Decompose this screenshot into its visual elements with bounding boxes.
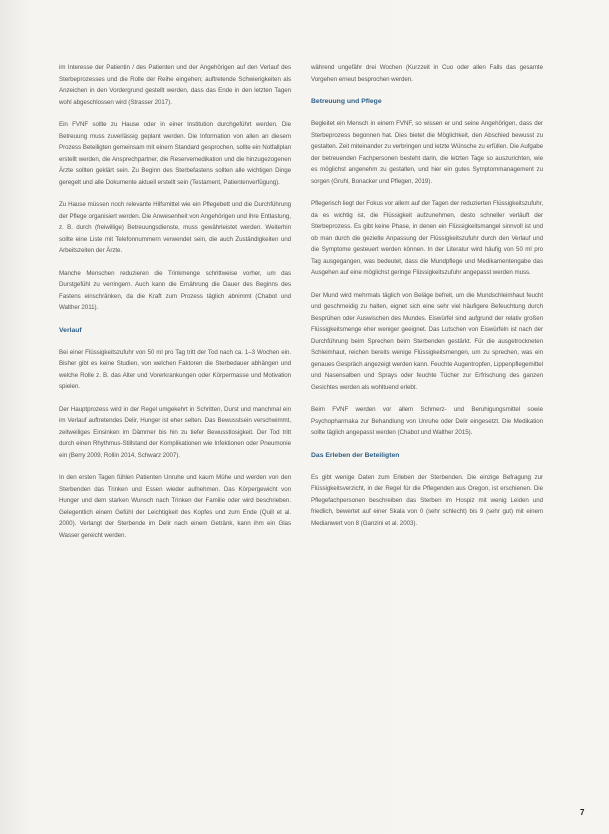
left-paragraph: Der Hauptprozess wird in der Regel umgekehrt in Schritten, Durst und manchmal ein im Verlauf auftretendes Delir, Hunger ist eher selten. Das Bewusstsein verschwimmt, zeitweiliges Einsinken im Dämmer bis hin zu tiefer Bewusstlosigkeit. Der Tod tritt durch einen Rhythmus-Stillstand der Komplikationen wie Infektionen oder Pneumonie ein (Berry 2009, Rollin 2014, Schwarz 2007).: [59, 405, 291, 459]
left-paragraph: Bei einer Flüssigkeitszufuhr von 50 ml pro Tag tritt der Tod nach ca. 1–3 Wochen ein. Bisher gibt es keine Studien, von welchen Faktoren die Sterbedauer abhängen und welche Rolle z. B. das Alter und Vorerkrankungen oder Körpermasse und Motivation spielen.: [59, 348, 291, 390]
right-paragraph: Begleitet ein Mensch in einem FVNF, so wissen er und seine Angehörigen, dass der Sterbeprozess begonnen hat. Dies bietet die Möglichkeit, den Abschied bewusst zu gestalten. Zeit miteinander zu verbringen und letzte Wünsche zu erfüllen. Die Aufgabe der betreuenden Fachpersonen besteht darin, die letzten Tage so auszurichten, wie es möglichst angenehm zu gestalten, und hier ein gutes Symptommanagement zu sorgen (Gruhl, Bonacker und Pflegen, 2019).: [311, 120, 543, 185]
left-column: [59, 62, 291, 552]
left-paragraph: Ein FVNF sollte zu Hause oder in einer Institution durchgeführt werden. Die Betreuung muss zuverlässig geplant werden. Die Information von allen an diesem Prozess Beteiligten gemeinsam mit einem Standard gesprochen, sollte ein Notfallplan erstellt werden, die Ansprechpartner, die Reservemedikation und die hinzugezogenen Ärzte sollten geklärt sein. Zu Beginn des Sterbefastens sollten alle wichtigen Dinge geregelt und alle Dokumente aktuell erstellt sein (Testament, Patientenverfügung).: [59, 121, 291, 186]
right-column: [311, 62, 543, 540]
right-paragraph: während ungefähr drei Wochen (Kurzzeit in Cuo oder allen Falls das gesamte Vorgehen erneut besprochen werden.: [311, 64, 543, 83]
left-paragraph: Zu Hause müssen noch relevante Hilfsmittel wie ein Pflegebett und die Durchführung der Pflege organisiert werden. Die Anwesenheit von Angehörigen und ihre Entlastung, z. B. durch (freiwillige) Betreuungsdienste, muss gewährleistet werden. Weiterhin sollte eine Liste mit Telefonnummern verwendet sein, die auch Zuständigkeiten und Arbeitszeiten der Ärzte.: [59, 201, 291, 254]
right-heading: Betreuung und Pflege: [311, 98, 382, 105]
right-paragraph: Pflegerisch liegt der Fokus vor allem auf der Tagen der reduzierten Flüssigkeitszufuhr, da es wichtig ist, die Flüssigkeit aufzunehmen, desto schneller verläuft der Sterbeprozess. Es gibt keine Phase, in denen ein Flüssigkeitsmangel sinnvoll ist und ob man durch die gezielte Anpassung der Flüssigkeitszufuhr durch den Verlauf und die Symptome gesteuert werden können. In der Literatur wird häufig von 50 ml pro Tag ausgegangen, was bedeutet, dass die Mundpflege und Medikamentengabe das Ausgehen auf eine möglichst geringe Flüssigkeitszufuhr angepasst werden muss.: [311, 200, 543, 276]
page-number: 7: [580, 808, 585, 817]
right-paragraph: Der Mund wird mehrmals täglich von Beläge befreit, um die Mundschleimhaut feucht und geschmeidig zu halten, eignet sich eine sehr viel häufigere Befeuchtung durch Besprühen oder Auswischen des Mundes. Eiswürfel sind aufgrund der relativ großen Flüssigkeitsmenge eher weniger geeignet. Das Lutschen von Eiswürfeln ist nach der Durchführung beim Sprechen beim Sterbenden gestärkt. Für die ausgetrockneten Schleimhaut, reichen bereits wenige Flüssigkeitsmengen, um zu sprechen, was ein genaues Gespräch angezeigt werden kann. Feuchte Augentropfen, Lippenpflegemittel und Nasensalben und Sprays oder feuchte Tücher zur Erfrischung des ganzen Gesichtes werden als wohltuend erlebt.: [311, 291, 543, 391]
right-paragraph: Es gibt wenige Daten zum Erleben der Sterbenden. Die einzige Befragung zur Flüssigkeitsverzicht, in der Regel für die Pflegenden aus Oregon, ist erschienen. Die Pflegefachpersonen beschreiben das Sterben im Hospiz mit wenig Leiden und friedlich, bewertet auf einer Skala von 0 (sehr schlecht) bis 9 (sehr gut) mit einem Medianwert von 8 (Ganzini et al. 2003).: [311, 473, 543, 527]
left-heading: Verlauf: [59, 326, 82, 334]
left-paragraph: In den ersten Tagen fühlen Patienten Unruhe und kaum Mühe und werden von den Sterbenden das Trinken und Essen wieder aufnehmen. Das Körpergewicht von Hunger und dem starken Wunsch nach Trinken der Familie oder wird beschrieben. Gelegentlich einem Gefühl der Leichtigkeit des Kopfes und zum Ende (Quill et al. 2000). Verlangt der Sterbende im Delir nach einem Getränk, kann ihm ein Glas Wasser gereicht werden.: [59, 474, 291, 539]
left-paragraph: im Interesse der Patientin / des Patienten und der Angehörigen auf den Verlauf des Sterbeprozesses und die Rolle der Reihe eingehen; auftretende Schwierigkeiten als Anzeichen in den Vordergrund gestellt werden, dass das Ende in den letzten Tagen wohl abgeschlossen wird (Strasser 2017).: [59, 64, 291, 106]
right-paragraph: Beim FVNF werden vor allem Schmerz- und Beruhigungsmittel sowie Psychopharmaka zur Behandlung von Unruhe oder Delir eingesetzt. Die Medikation sollte täglich angepasst werden (Chabot und Walther 2015).: [311, 406, 543, 436]
left-paragraph: Manche Menschen reduzieren die Trinkmenge schrittweise vorher, um das Durstgefühl zu verringern. Auch kann die Ernährung die Dauer des Beginns des Fastens einschränken, da die Kraft zum Prozess täglich abnimmt (Chabot und Walther 2011).: [59, 269, 291, 311]
right-heading: Das Erleben der Beteiligten: [311, 451, 400, 459]
